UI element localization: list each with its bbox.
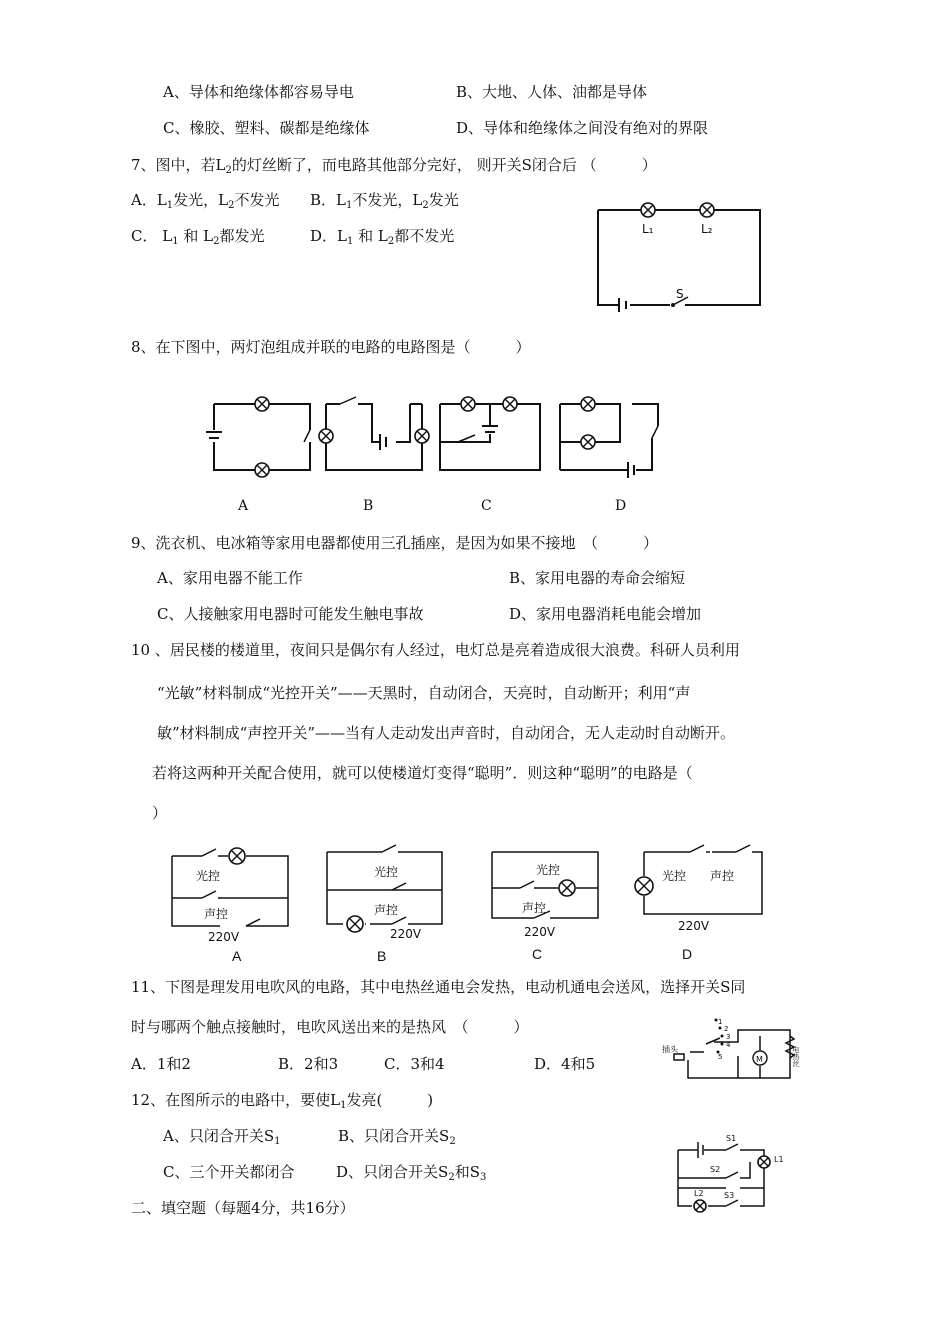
wire	[644, 852, 762, 914]
q10-label-c: C	[532, 946, 543, 962]
q10a-voltage-label: 220V	[208, 930, 240, 944]
q7-sub: 1	[347, 236, 354, 247]
bulb-icon	[461, 397, 475, 411]
q7-text: 发光，L	[173, 191, 229, 209]
q10d-sound-label: 声控	[710, 869, 735, 883]
switch-lever	[340, 397, 356, 404]
q10-label-b: B	[377, 948, 387, 964]
q7-circuit-diagram	[590, 200, 770, 320]
q7-text: 发光	[428, 191, 459, 209]
bulb-l1-icon	[758, 1156, 770, 1168]
contact-icon	[719, 1027, 722, 1030]
q8-circuit-d	[560, 397, 658, 478]
switch-lever	[652, 426, 658, 438]
q6-option-b: B、大地、人体、油都是导体	[456, 83, 648, 101]
q7-text: 不发光，L	[352, 191, 423, 209]
label-l1: L1	[774, 1155, 784, 1164]
q10-line-1: 10 、居民楼的楼道里，夜间只是偶尔有人经过，电灯总是亮着造成很大浪费。科研人员利用	[131, 641, 740, 659]
q11-option-d: D．4和5	[534, 1055, 596, 1073]
wire	[678, 1150, 764, 1206]
switch-s2	[726, 1172, 738, 1178]
switch-lever	[246, 919, 260, 926]
bulb-icon	[581, 397, 595, 411]
q7-text: 都发光	[219, 227, 265, 245]
bulb-l2-icon	[694, 1200, 706, 1212]
q7-sub: 1	[172, 236, 179, 247]
bulb-icon	[255, 463, 269, 477]
label-s: S	[676, 287, 684, 301]
q7-text: A．L	[131, 191, 167, 209]
q10-circuit-diagrams	[160, 840, 735, 960]
q7-option-d	[310, 226, 454, 252]
q10d-voltage-label: 220V	[678, 919, 710, 933]
q6-option-a: A、导体和绝缘体都容易导电	[163, 83, 354, 101]
q11-option-a: A．1和2	[131, 1055, 191, 1073]
switch-lever	[202, 849, 216, 856]
q10-line-4: 若将这两种开关配合使用，就可以使楼道灯变得“聪明”．则这种“聪明”的电路是（	[152, 764, 693, 782]
q12-sub: 1	[274, 1136, 281, 1147]
wire	[326, 404, 422, 470]
q8-label-a: A	[238, 498, 249, 514]
switch-lever	[304, 430, 310, 442]
q12-option-d	[336, 1162, 486, 1188]
q12-text: 和S	[454, 1163, 480, 1181]
q9-option-b: B、家用电器的寿命会缩短	[509, 569, 686, 587]
q11-option-b: B．2和3	[278, 1055, 339, 1073]
bulb-icon	[581, 435, 595, 449]
q7-sub: 2	[422, 200, 429, 211]
q10-circuit-b	[327, 845, 442, 941]
q8-label-c: C	[481, 498, 492, 514]
label-l1: L₁	[642, 222, 654, 236]
q11-hair-dryer-circuit	[660, 1012, 810, 1084]
q12-sub: 3	[479, 1172, 487, 1183]
bulb-icon	[229, 848, 245, 864]
selector-switch	[706, 1038, 720, 1044]
q10a-sound-label: 声控	[204, 907, 229, 921]
q7-option-a	[131, 190, 280, 216]
q10a-light-label: 光控	[196, 869, 221, 883]
q7-option-b	[310, 190, 459, 216]
wire	[172, 856, 288, 926]
q7-sub: 1	[345, 200, 353, 211]
q7-text: 不发光	[234, 191, 280, 209]
bulb-l1-icon	[641, 203, 655, 217]
contact-icon	[721, 1035, 724, 1038]
q12-text: B、只闭合开关S	[338, 1127, 450, 1145]
q11-option-c: C．3和4	[384, 1055, 445, 1073]
q10b-light-label: 光控	[374, 865, 399, 879]
contact-1: 1	[718, 1018, 723, 1026]
q8-circuit-diagrams	[200, 390, 700, 480]
q8-label-b: B	[363, 498, 374, 514]
q7-option-c	[131, 226, 264, 252]
section-2-heading: 二、填空题（每题4分，共16分）	[131, 1199, 355, 1217]
q7-sub: 2	[387, 236, 395, 247]
q7-stem	[131, 155, 657, 181]
switch-lever	[458, 435, 475, 442]
q10-label-a: A	[232, 948, 242, 964]
q11-line-1: 11、下图是理发用电吹风的电路，其中电热丝通电会发热，电动机通电会送风，选择开关S同	[131, 978, 746, 996]
bulb-icon	[347, 916, 363, 932]
q7-sub: 1	[166, 200, 174, 211]
bulb-icon	[415, 429, 429, 443]
bulb-icon	[635, 877, 653, 895]
q7-stem-part: 7、图中，若L	[131, 156, 226, 174]
bulb-icon	[503, 397, 517, 411]
bulb-icon	[559, 880, 575, 896]
switch-lever	[382, 845, 396, 852]
q10c-voltage-label: 220V	[524, 925, 556, 939]
q10d-light-label: 光控	[662, 869, 687, 883]
q7-stem-sub: 2	[225, 165, 232, 176]
q7-text: D．L	[310, 227, 347, 245]
contact-2: 2	[724, 1025, 729, 1033]
label-s3: S3	[724, 1191, 735, 1200]
bulb-l2-icon	[700, 203, 714, 217]
q12-text: 12、在图所示的电路中，要使L	[131, 1091, 341, 1109]
q8-circuit-c	[440, 397, 540, 470]
motor-label: M	[756, 1055, 763, 1064]
q10c-light-label: 光控	[536, 863, 561, 877]
switch-lever	[736, 845, 750, 852]
q9-option-d: D、家用电器消耗电能会增加	[509, 605, 702, 623]
switch-s3	[726, 1200, 738, 1206]
q10-line-2: “光敏”材料制成“光控开关”——天黑时，自动闭合，天亮时，自动断开；利用“声	[157, 684, 691, 702]
q10-circuit-d	[635, 845, 762, 933]
switch-lever	[690, 845, 704, 852]
q7-text: 都不发光	[394, 227, 455, 245]
bulb-icon	[319, 429, 333, 443]
q7-text: 和 L	[353, 227, 388, 245]
q7-text: 和 L	[178, 227, 214, 245]
wire	[214, 404, 310, 470]
q8-stem: 8、在下图中，两灯泡组成并联的电路的电路图是（ ）	[131, 338, 531, 356]
q12-option-a	[163, 1126, 280, 1152]
q11-line-2: 时与哪两个触点接触时，电吹风送出来的是热风 （ ）	[131, 1018, 529, 1036]
q7-sub: 2	[228, 200, 235, 211]
q10b-voltage-label: 220V	[390, 927, 422, 941]
heater-label: 电热丝	[792, 1046, 800, 1067]
wire	[560, 404, 658, 470]
q10-line-3: 敏”材料制成“声控开关”——当有人走动发出声音时，自动闭合，无人走动时自动断开。	[157, 724, 736, 742]
switch-lever	[202, 891, 216, 898]
bulb-icon	[255, 397, 269, 411]
q6-option-c: C、橡胶、塑料、碳都是绝缘体	[163, 119, 370, 137]
q7-text: B．L	[310, 191, 346, 209]
q6-option-d: D、导体和绝缘体之间没有绝对的界限	[456, 119, 709, 137]
q7-stem-part2: 的灯丝断了，而电路其他部分完好， 则开关S闭合后 （ ）	[231, 156, 657, 174]
label-s1: S1	[726, 1134, 737, 1143]
q12-circuit-diagram	[670, 1132, 800, 1218]
q10b-sound-label: 声控	[374, 903, 399, 917]
q12-sub: 1	[340, 1100, 347, 1111]
q12-text: A、只闭合开关S	[163, 1127, 275, 1145]
q10-circuit-c	[492, 852, 598, 939]
contact-4: 4	[726, 1041, 731, 1049]
q12-stem	[131, 1090, 433, 1116]
plug-label: 插头	[662, 1045, 678, 1054]
q12-text: 发亮( )	[346, 1091, 434, 1109]
q10-label-d: D	[682, 946, 693, 962]
q10-circuit-a	[172, 848, 288, 944]
switch-lever	[392, 917, 406, 924]
q12-option-b	[338, 1126, 456, 1152]
q8-circuit-b	[319, 397, 429, 470]
switch-lever	[392, 883, 406, 890]
q10c-sound-label: 声控	[522, 901, 547, 915]
q8-circuit-a	[206, 397, 310, 477]
contact-icon	[721, 1043, 724, 1046]
label-l2: L2	[694, 1189, 704, 1198]
switch-s1	[726, 1144, 738, 1150]
plug-icon	[674, 1054, 684, 1060]
label-s2: S2	[710, 1165, 721, 1174]
switch-lever	[520, 881, 534, 888]
wire	[440, 404, 540, 470]
q12-sub: 2	[448, 1172, 455, 1183]
q12-option-c: C、三个开关都闭合	[163, 1163, 295, 1181]
q10-line-5: ）	[152, 804, 168, 822]
q9-option-a: A、家用电器不能工作	[157, 569, 303, 587]
contact-3: 3	[726, 1033, 731, 1041]
q7-text: C． L	[131, 227, 173, 245]
q9-stem: 9、洗衣机、电冰箱等家用电器都使用三孔插座，是因为如果不接地 （ ）	[131, 534, 659, 552]
q8-label-d: D	[615, 498, 627, 514]
wire	[688, 1030, 790, 1078]
q9-option-c: C、人接触家用电器时可能发生触电事故	[157, 605, 424, 623]
contact-5: 5	[718, 1053, 723, 1061]
q12-sub: 2	[449, 1136, 456, 1147]
q7-sub: 2	[213, 236, 220, 247]
q12-text: D、只闭合开关S	[336, 1163, 449, 1181]
label-l2: L₂	[701, 222, 713, 236]
